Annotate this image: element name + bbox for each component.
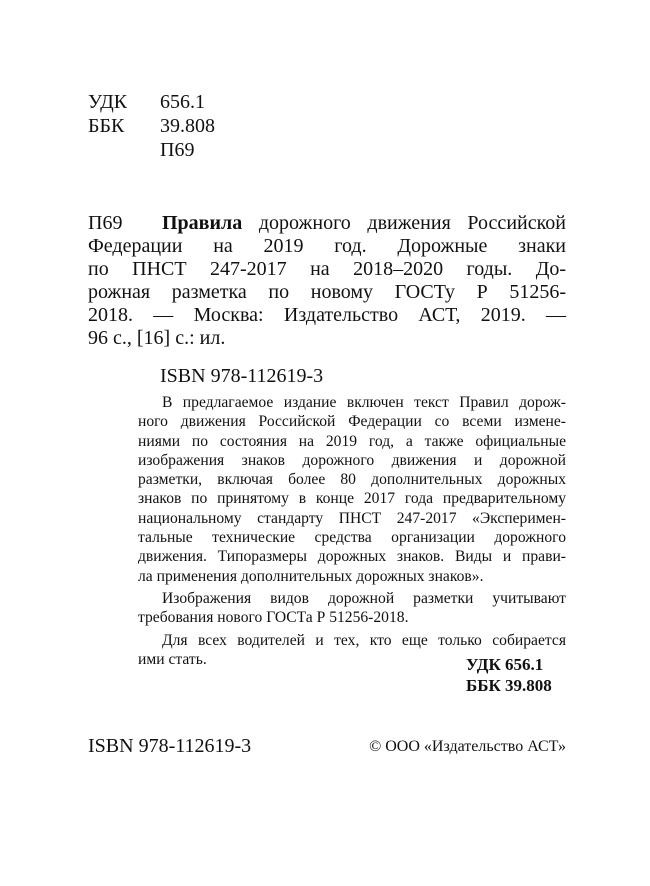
classification-block bbox=[88, 90, 215, 162]
bib-line: Правила дорожного движения Российской bbox=[162, 212, 566, 234]
annotation-line: изображения знаков дорожного движения и дорожной bbox=[138, 451, 566, 469]
annotation bbox=[138, 393, 566, 672]
udk-bottom: УДК 656.1 bbox=[466, 655, 544, 674]
isbn-top: ISBN 978-112619-3 bbox=[160, 365, 324, 387]
annotation-line: Для всех водителей и тех, кто еще только собирается bbox=[162, 631, 566, 649]
bibliographic-record bbox=[88, 212, 566, 350]
bib-line: 2018. — Москва: Издательство АСТ, 2019. — bbox=[88, 304, 566, 326]
bib-line: Федерации на 2019 год. Дорожные знаки bbox=[88, 235, 566, 257]
bib-text bbox=[162, 212, 566, 235]
bbk-value: 39.808 bbox=[160, 115, 215, 137]
classification-bottom bbox=[466, 654, 552, 696]
annotation-line: требования нового ГОСТа Р 51256-2018. bbox=[138, 609, 409, 627]
annotation-paragraph bbox=[138, 393, 566, 586]
isbn-bottom: ISBN 978-112619-3 bbox=[88, 735, 252, 757]
bbk-bottom: ББК 39.808 bbox=[466, 676, 552, 695]
bib-continuation bbox=[88, 235, 566, 350]
bib-code: П69 bbox=[88, 212, 123, 234]
author-mark-row bbox=[88, 138, 215, 162]
annotation-line: разметки, включая более 80 дополнительных дорожных bbox=[138, 471, 566, 489]
udk-value: 656.1 bbox=[160, 91, 205, 113]
annotation-line: национальному стандарту ПНСТ 247-2017 «Эксперимен- bbox=[138, 509, 566, 527]
bib-line: рожная разметка по новому ГОСТу Р 51256- bbox=[88, 281, 566, 303]
annotation-line: ла применения дополнительных дорожных знаков». bbox=[138, 567, 484, 585]
bib-line: по ПНСТ 247-2017 на 2018–2020 годы. До- bbox=[88, 258, 566, 280]
annotation-line: движения. Типоразмеры дорожных знаков. Виды и прави- bbox=[138, 548, 566, 566]
annotation-line: знаков по принятому в конце 2017 года предварительному bbox=[138, 490, 566, 508]
annotation-line: тальные технические средства организации дорожного bbox=[138, 529, 566, 547]
bbk-row bbox=[88, 114, 215, 138]
annotation-paragraph bbox=[138, 589, 566, 628]
bib-line: 96 с., [16] с.: ил. bbox=[88, 327, 226, 349]
annotation-line: В предлагаемое издание включен текст Правил дорож- bbox=[162, 394, 566, 411]
annotation-line: ного движения Российской Федерации со всеми измене- bbox=[138, 413, 566, 431]
annotation-line: ниями по состояния на 2019 год, а также официальные bbox=[138, 432, 566, 450]
annotation-line: Изображения видов дорожной разметки учитывают bbox=[162, 589, 566, 607]
udk-label: УДК bbox=[88, 91, 128, 113]
author-mark: П69 bbox=[160, 139, 195, 161]
bib-title-bold: Правила bbox=[162, 212, 243, 234]
annotation-line: ими стать. bbox=[138, 650, 207, 668]
udk-row bbox=[88, 90, 215, 114]
bbk-label: ББК bbox=[88, 115, 125, 137]
copyright-notice: © ООО «Издательство АСТ» bbox=[369, 738, 566, 755]
